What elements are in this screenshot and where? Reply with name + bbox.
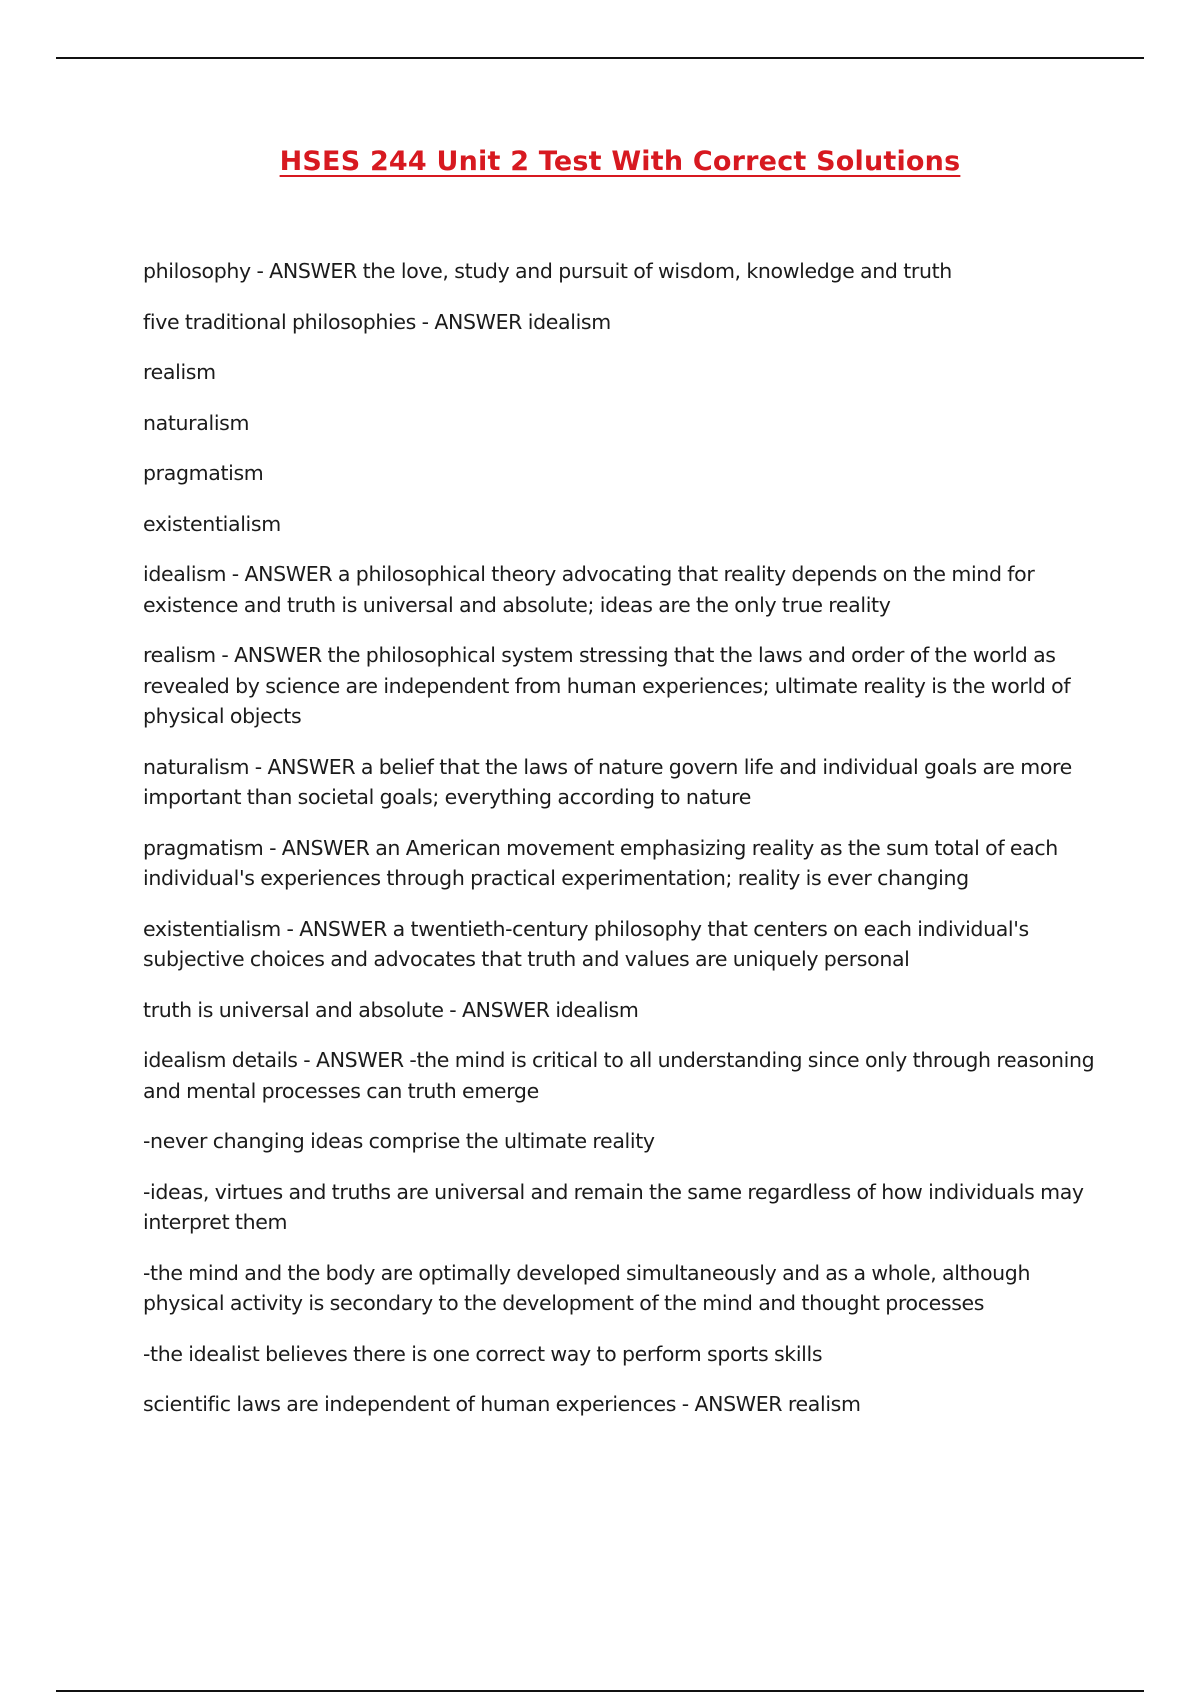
document-title: HSES 244 Unit 2 Test With Correct Solutions [279, 146, 961, 177]
paragraph: naturalism [143, 410, 250, 435]
paragraph: philosophy - ANSWER the love, study and pursuit of wisdom, knowledge and truth [143, 259, 952, 283]
paragraph: -never changing ideas comprise the ultimate reality [143, 1129, 655, 1153]
bottom-rule [56, 1690, 1144, 1692]
paragraph: -the idealist believes there is one correct way to perform sports skills [143, 1341, 823, 1366]
paragraph: -ideas, virtues and truths are universal and remain the same regardless of how individuals may interpret them [143, 1179, 1084, 1234]
paragraph: -the mind and the body are optimally developed simultaneously and as a whole, although physical activity is secondary to the development of the mind and thought processes [143, 1260, 1031, 1315]
paragraph: realism [143, 360, 216, 384]
paragraph: existentialism - ANSWER a twentieth-century philosophy that centers on each individual's subjective choices and advocates that truth and values are uniquely personal [143, 916, 1029, 971]
paragraph: naturalism - ANSWER a belief that the laws of nature govern life and individual goals are more important than societal goals; everything according to nature [143, 754, 1072, 809]
paragraph: scientific laws are independent of human experiences - ANSWER realism [143, 1392, 861, 1416]
paragraph: idealism - ANSWER a philosophical theory advocating that reality depends on the mind for existence and truth is universal and absolute; ideas are the only true reality [143, 562, 1035, 617]
paragraph: existentialism [143, 511, 281, 536]
top-rule [56, 57, 1144, 59]
paragraph: five traditional philosophies - ANSWER idealism [143, 309, 611, 334]
paragraph: pragmatism [143, 461, 264, 485]
document-body [143, 256, 1103, 1440]
paragraph: truth is universal and absolute - ANSWER idealism [143, 997, 639, 1022]
paragraph: realism - ANSWER the philosophical system stressing that the laws and order of the world as revealed by science are independent from human experiences; ultimate reality is the world of physical objects [143, 643, 1071, 728]
paragraph: idealism details - ANSWER -the mind is critical to all understanding since only through reasoning and mental processes can truth emerge [143, 1048, 1095, 1103]
paragraph: pragmatism - ANSWER an American movement emphasizing reality as the sum total of each individual's experiences through practical experimentation; reality is ever changing [143, 835, 1058, 890]
